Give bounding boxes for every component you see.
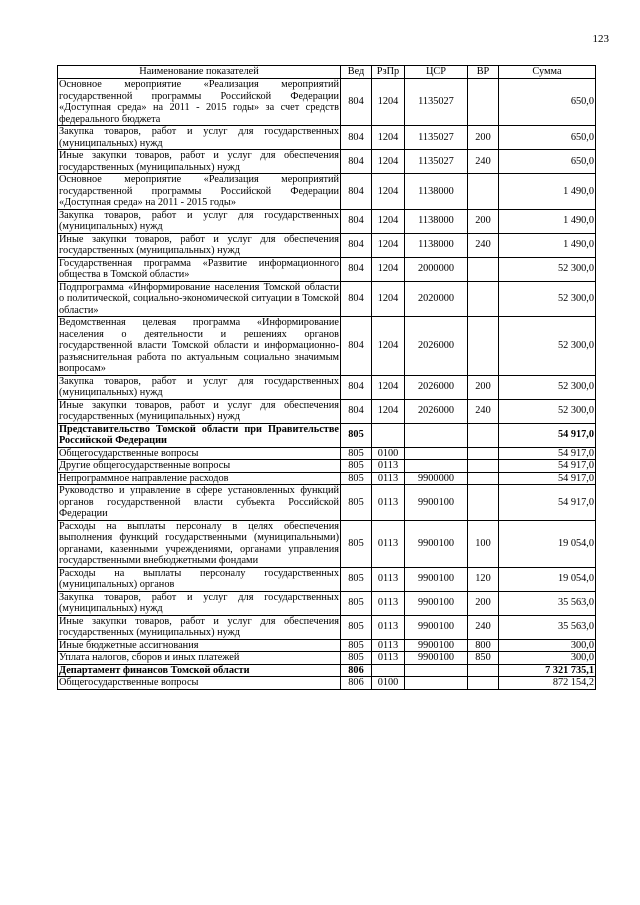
row-vr-cell bbox=[468, 485, 499, 521]
row-csr-cell: 1135027 bbox=[405, 126, 468, 150]
header-vr: ВР bbox=[468, 66, 499, 79]
row-csr-cell: 9900100 bbox=[405, 639, 468, 652]
row-csr-cell: 1138000 bbox=[405, 233, 468, 257]
row-ved-cell: 805 bbox=[341, 472, 372, 485]
row-name-cell: Руководство и управление в сфере установленных функций органов государственной власти субъекта Российской Федерации bbox=[59, 485, 339, 519]
row-rzpr-cell: 1204 bbox=[372, 317, 405, 376]
row-ved-cell: 805 bbox=[341, 520, 372, 567]
table-row bbox=[58, 281, 596, 317]
row-sum-cell: 650,0 bbox=[499, 79, 596, 126]
row-sum-cell: 52 300,0 bbox=[499, 257, 596, 281]
table-row bbox=[58, 677, 596, 690]
row-sum-cell: 52 300,0 bbox=[499, 317, 596, 376]
row-rzpr-cell: 0113 bbox=[372, 520, 405, 567]
row-rzpr-cell: 1204 bbox=[372, 209, 405, 233]
row-sum-cell: 35 563,0 bbox=[499, 591, 596, 615]
row-vr-cell bbox=[468, 257, 499, 281]
row-vr-cell: 850 bbox=[468, 652, 499, 665]
row-sum-cell: 54 917,0 bbox=[499, 423, 596, 447]
table-row bbox=[58, 615, 596, 639]
table-row bbox=[58, 447, 596, 460]
row-sum-cell: 54 917,0 bbox=[499, 447, 596, 460]
row-name-cell: Иные закупки товаров, работ и услуг для обеспечения государственных (муниципальных) нужд bbox=[59, 150, 339, 173]
table-header-row bbox=[58, 66, 596, 79]
row-ved-cell: 804 bbox=[341, 126, 372, 150]
row-ved-cell: 804 bbox=[341, 375, 372, 399]
row-vr-cell: 240 bbox=[468, 233, 499, 257]
row-vr-cell bbox=[468, 79, 499, 126]
row-vr-cell: 240 bbox=[468, 615, 499, 639]
row-rzpr-cell bbox=[372, 664, 405, 677]
row-ved-cell: 805 bbox=[341, 615, 372, 639]
row-csr-cell: 9900100 bbox=[405, 652, 468, 665]
row-csr-cell: 1135027 bbox=[405, 79, 468, 126]
row-ved-cell: 804 bbox=[341, 79, 372, 126]
table-row bbox=[58, 591, 596, 615]
row-vr-cell bbox=[468, 447, 499, 460]
table-row bbox=[58, 79, 596, 126]
row-name-cell: Расходы на выплаты персоналу в целях обеспечения выполнения функций государственными (муниципальными) органами, казенными учреждениями, органами управления государственными внебюджетными фондами bbox=[59, 520, 339, 566]
row-csr-cell: 9900100 bbox=[405, 591, 468, 615]
row-sum-cell: 52 300,0 bbox=[499, 375, 596, 399]
row-ved-cell: 805 bbox=[341, 567, 372, 591]
row-vr-cell bbox=[468, 423, 499, 447]
row-rzpr-cell: 0113 bbox=[372, 639, 405, 652]
budget-table bbox=[57, 65, 596, 690]
row-sum-cell: 52 300,0 bbox=[499, 281, 596, 317]
row-sum-cell: 650,0 bbox=[499, 150, 596, 174]
row-rzpr-cell: 1204 bbox=[372, 257, 405, 281]
row-name-cell: Непрограммное направление расходов bbox=[58, 472, 341, 485]
row-sum-cell: 54 917,0 bbox=[499, 485, 596, 521]
row-name-cell: Основное мероприятие «Реализация мероприятий государственной программы Российской Федерации «Доступная среда» на 2011 - 2015 годы» за счет средств федерального бюджета bbox=[59, 79, 339, 125]
row-csr-cell: 9900000 bbox=[405, 472, 468, 485]
row-rzpr-cell: 1204 bbox=[372, 150, 405, 174]
table-row bbox=[58, 209, 596, 233]
row-ved-cell: 805 bbox=[341, 460, 372, 473]
row-vr-cell: 240 bbox=[468, 399, 499, 423]
table-row bbox=[58, 375, 596, 399]
row-csr-cell: 9900100 bbox=[405, 567, 468, 591]
row-sum-cell: 872 154,2 bbox=[499, 677, 596, 690]
row-sum-cell: 1 490,0 bbox=[499, 233, 596, 257]
row-name-cell: Общегосударственные вопросы bbox=[58, 677, 341, 690]
row-ved-cell: 804 bbox=[341, 281, 372, 317]
row-vr-cell bbox=[468, 317, 499, 376]
row-name-cell: Расходы на выплаты персоналу государственных (муниципальных) органов bbox=[59, 567, 339, 590]
row-vr-cell bbox=[468, 472, 499, 485]
table-row bbox=[58, 460, 596, 473]
row-csr-cell bbox=[405, 677, 468, 690]
row-ved-cell: 804 bbox=[341, 257, 372, 281]
row-rzpr-cell: 0113 bbox=[372, 485, 405, 521]
table-row bbox=[58, 520, 596, 567]
row-csr-cell: 9900100 bbox=[405, 485, 468, 521]
table-row bbox=[58, 257, 596, 281]
row-ved-cell: 805 bbox=[341, 652, 372, 665]
row-rzpr-cell: 0113 bbox=[372, 460, 405, 473]
row-ved-cell: 806 bbox=[341, 677, 372, 690]
header-csr: ЦСР bbox=[405, 66, 468, 79]
row-vr-cell: 120 bbox=[468, 567, 499, 591]
row-rzpr-cell: 0113 bbox=[372, 615, 405, 639]
row-sum-cell: 650,0 bbox=[499, 126, 596, 150]
row-csr-cell: 1135027 bbox=[405, 150, 468, 174]
row-vr-cell: 100 bbox=[468, 520, 499, 567]
row-sum-cell: 19 054,0 bbox=[499, 520, 596, 567]
row-vr-cell: 200 bbox=[468, 209, 499, 233]
row-name-cell: Закупка товаров, работ и услуг для государственных (муниципальных) нужд bbox=[59, 375, 339, 398]
row-name-cell: Ведомственная целевая программа «Информирование населения о деятельности и решениях органов государственной власти Томской области и информационно-разъяснительная работа по актуальным социально значимым вопросам» bbox=[59, 317, 339, 374]
row-sum-cell: 54 917,0 bbox=[499, 472, 596, 485]
header-name: Наименование показателей bbox=[58, 66, 341, 79]
row-name-cell: Уплата налогов, сборов и иных платежей bbox=[58, 652, 341, 665]
row-name-cell: Государственная программа «Развитие информационного общества в Томской области» bbox=[59, 257, 339, 280]
row-sum-cell: 35 563,0 bbox=[499, 615, 596, 639]
row-rzpr-cell: 0113 bbox=[372, 567, 405, 591]
row-name-cell: Закупка товаров, работ и услуг для государственных (муниципальных) нужд bbox=[59, 209, 339, 232]
row-ved-cell: 805 bbox=[341, 423, 372, 447]
row-name-cell: Закупка товаров, работ и услуг для государственных (муниципальных) нужд bbox=[59, 126, 339, 149]
row-sum-cell: 54 917,0 bbox=[499, 460, 596, 473]
row-name-cell: Общегосударственные вопросы bbox=[58, 447, 341, 460]
table-row bbox=[58, 567, 596, 591]
table-row bbox=[58, 317, 596, 376]
row-rzpr-cell: 0100 bbox=[372, 677, 405, 690]
row-rzpr-cell: 0113 bbox=[372, 591, 405, 615]
row-csr-cell bbox=[405, 447, 468, 460]
table-row bbox=[58, 150, 596, 174]
row-rzpr-cell: 0113 bbox=[372, 652, 405, 665]
row-csr-cell: 2020000 bbox=[405, 281, 468, 317]
row-csr-cell: 2000000 bbox=[405, 257, 468, 281]
header-sum: Сумма bbox=[499, 66, 596, 79]
row-ved-cell: 804 bbox=[341, 233, 372, 257]
row-name-cell: Основное мероприятие «Реализация мероприятий государственной программы Российской Федерации «Доступная среда» на 2011 - 2015 годы» bbox=[59, 174, 339, 208]
table-row bbox=[58, 174, 596, 210]
row-ved-cell: 805 bbox=[341, 639, 372, 652]
row-sum-cell: 19 054,0 bbox=[499, 567, 596, 591]
row-name-cell: Подпрограмма «Информирование населения Томской области о политической, социально-экономической ситуации в Томской области» bbox=[59, 281, 339, 316]
row-ved-cell: 804 bbox=[341, 399, 372, 423]
row-name-cell: Закупка товаров, работ и услуг для государственных (муниципальных) нужд bbox=[59, 591, 339, 614]
row-csr-cell: 9900100 bbox=[405, 615, 468, 639]
row-name-cell: Иные закупки товаров, работ и услуг для обеспечения государственных (муниципальных) нужд bbox=[59, 399, 339, 422]
row-vr-cell bbox=[468, 664, 499, 677]
row-ved-cell: 804 bbox=[341, 317, 372, 376]
row-vr-cell bbox=[468, 174, 499, 210]
table-row bbox=[58, 652, 596, 665]
row-name-cell: Иные бюджетные ассигнования bbox=[58, 639, 341, 652]
row-rzpr-cell: 0113 bbox=[372, 472, 405, 485]
row-name-cell: Другие общегосударственные вопросы bbox=[58, 460, 341, 473]
table-row bbox=[58, 664, 596, 677]
page-number: 123 bbox=[592, 33, 609, 45]
header-rzpr: РзПр bbox=[372, 66, 405, 79]
row-ved-cell: 805 bbox=[341, 447, 372, 460]
row-rzpr-cell: 1204 bbox=[372, 281, 405, 317]
row-ved-cell: 805 bbox=[341, 591, 372, 615]
row-ved-cell: 805 bbox=[341, 485, 372, 521]
row-vr-cell bbox=[468, 281, 499, 317]
row-sum-cell: 1 490,0 bbox=[499, 209, 596, 233]
header-ved: Вед bbox=[341, 66, 372, 79]
table-row bbox=[58, 639, 596, 652]
row-vr-cell: 200 bbox=[468, 591, 499, 615]
row-name-cell: Представительство Томской области при Правительстве Российской Федерации bbox=[59, 423, 339, 446]
row-ved-cell: 804 bbox=[341, 174, 372, 210]
row-rzpr-cell: 1204 bbox=[372, 79, 405, 126]
row-vr-cell: 800 bbox=[468, 639, 499, 652]
table-row bbox=[58, 472, 596, 485]
row-csr-cell bbox=[405, 664, 468, 677]
row-name-cell: Иные закупки товаров, работ и услуг для обеспечения государственных (муниципальных) нужд bbox=[59, 233, 339, 256]
row-name-cell: Иные закупки товаров, работ и услуг для обеспечения государственных (муниципальных) нужд bbox=[59, 615, 339, 638]
row-csr-cell: 2026000 bbox=[405, 399, 468, 423]
row-rzpr-cell: 1204 bbox=[372, 399, 405, 423]
table-row bbox=[58, 423, 596, 447]
row-rzpr-cell: 1204 bbox=[372, 174, 405, 210]
row-csr-cell: 9900100 bbox=[405, 520, 468, 567]
row-vr-cell: 240 bbox=[468, 150, 499, 174]
table-row bbox=[58, 399, 596, 423]
row-csr-cell: 2026000 bbox=[405, 375, 468, 399]
row-name-cell: Департамент финансов Томской области bbox=[58, 664, 341, 677]
row-csr-cell: 1138000 bbox=[405, 209, 468, 233]
row-rzpr-cell bbox=[372, 423, 405, 447]
row-sum-cell: 300,0 bbox=[499, 639, 596, 652]
row-csr-cell: 2026000 bbox=[405, 317, 468, 376]
row-vr-cell bbox=[468, 677, 499, 690]
table-body bbox=[58, 79, 596, 690]
row-sum-cell: 52 300,0 bbox=[499, 399, 596, 423]
row-sum-cell: 1 490,0 bbox=[499, 174, 596, 210]
row-rzpr-cell: 0100 bbox=[372, 447, 405, 460]
row-vr-cell: 200 bbox=[468, 375, 499, 399]
row-sum-cell: 300,0 bbox=[499, 652, 596, 665]
row-sum-cell: 7 321 735,1 bbox=[499, 664, 596, 677]
row-vr-cell: 200 bbox=[468, 126, 499, 150]
row-rzpr-cell: 1204 bbox=[372, 375, 405, 399]
row-csr-cell: 1138000 bbox=[405, 174, 468, 210]
table-row bbox=[58, 126, 596, 150]
row-vr-cell bbox=[468, 460, 499, 473]
row-ved-cell: 804 bbox=[341, 209, 372, 233]
row-ved-cell: 804 bbox=[341, 150, 372, 174]
row-rzpr-cell: 1204 bbox=[372, 233, 405, 257]
row-rzpr-cell: 1204 bbox=[372, 126, 405, 150]
row-csr-cell bbox=[405, 423, 468, 447]
row-ved-cell: 806 bbox=[341, 664, 372, 677]
table-row bbox=[58, 233, 596, 257]
row-csr-cell bbox=[405, 460, 468, 473]
table-row bbox=[58, 485, 596, 521]
